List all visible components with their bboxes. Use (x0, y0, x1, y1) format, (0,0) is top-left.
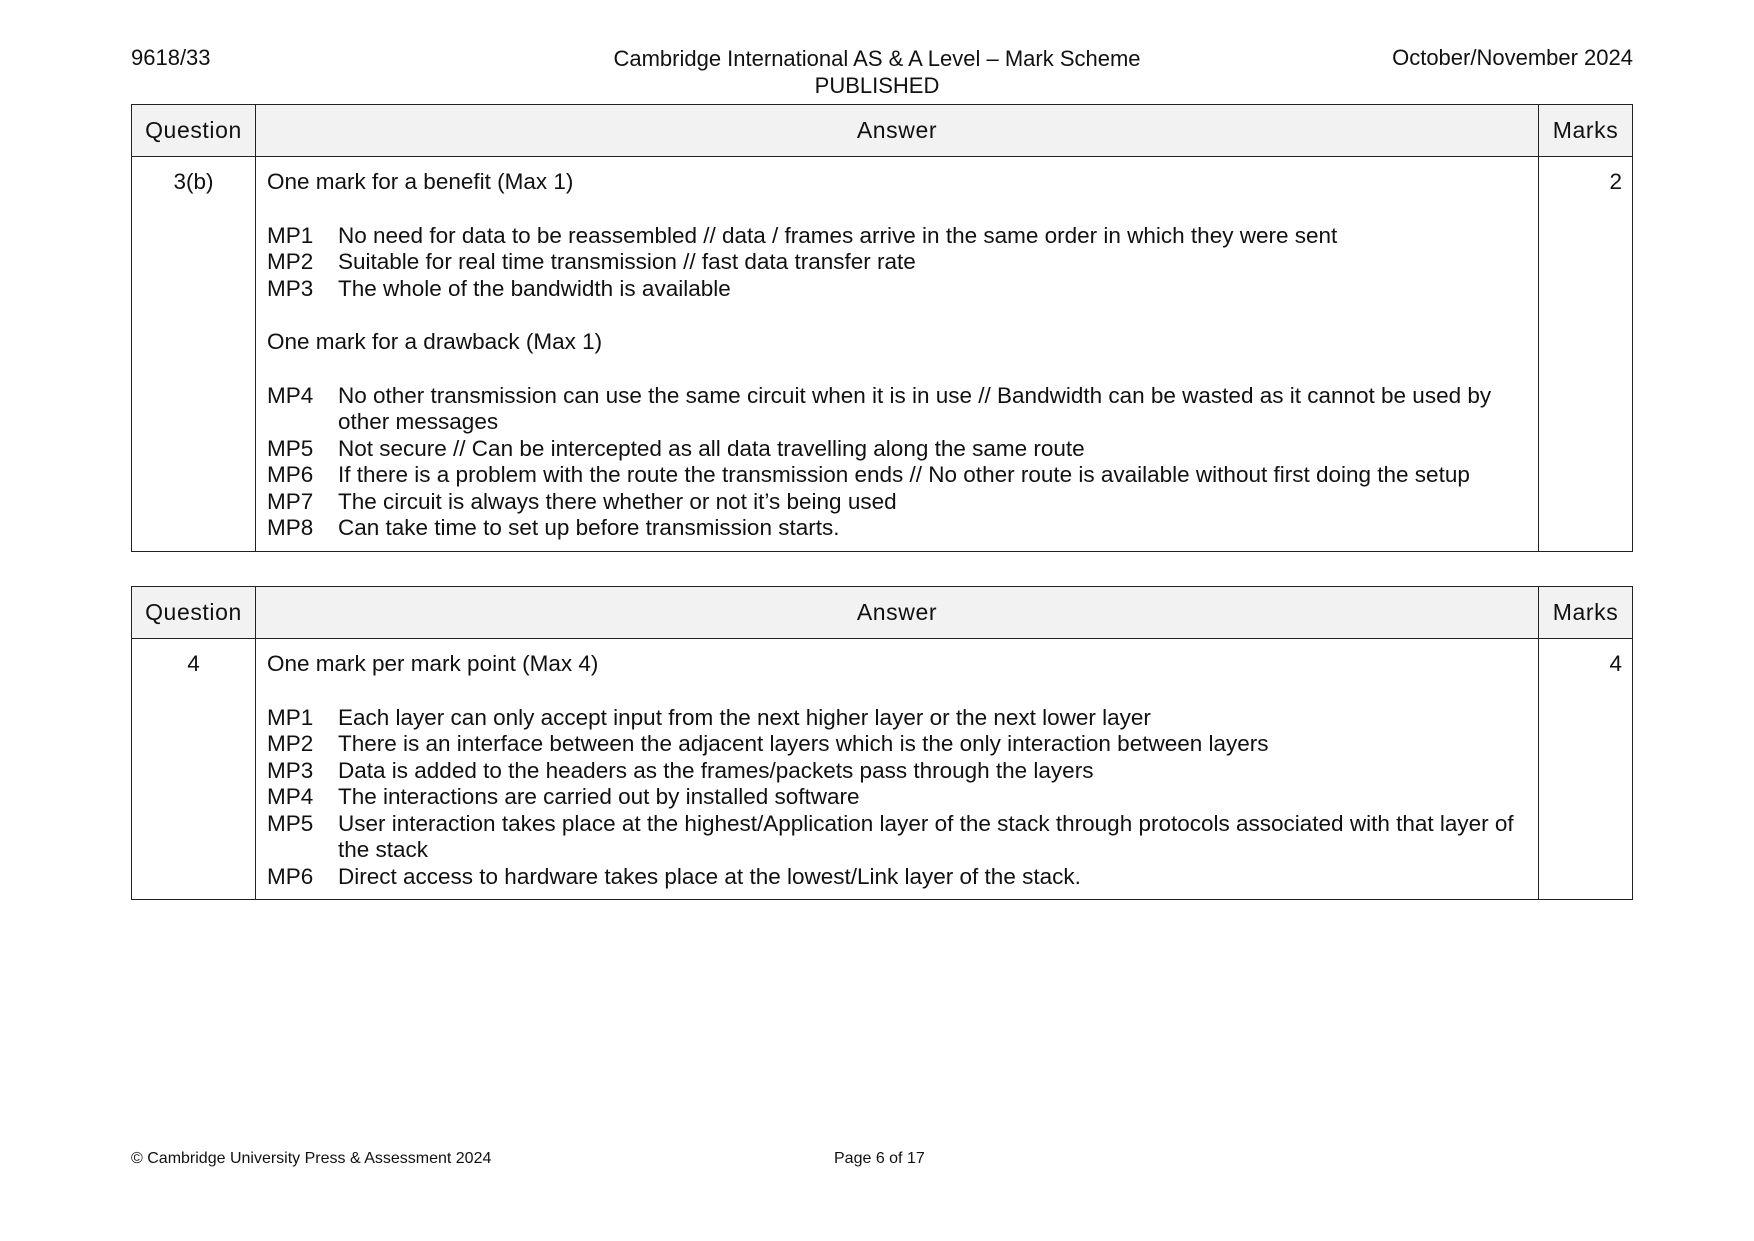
table-header-row (132, 105, 1633, 157)
benefit-instruction: One mark for a benefit (Max 1) (267, 169, 574, 194)
mark-point (267, 223, 1528, 250)
table-header-row (132, 587, 1633, 639)
mark-point-code: MP1 (267, 704, 314, 730)
mark-point-text: There is an interface between the adjacent layers which is the only interaction between layers (338, 731, 1269, 756)
drawback-instruction: One mark for a drawback (Max 1) (267, 329, 603, 354)
paper-code: 9618/33 (131, 45, 211, 70)
mark-point-text: If there is a problem with the route the transmission ends // No other route is available without first doing the setup (338, 462, 1470, 487)
exam-session: October/November 2024 (1392, 45, 1633, 70)
mark-point-code: MP5 (267, 435, 314, 461)
mark-point (267, 276, 1528, 303)
mark-point-code: MP6 (267, 863, 314, 889)
page-number: Page 6 of 17 (834, 1150, 925, 1167)
mark-point-text: The interactions are carried out by installed software (338, 784, 860, 809)
mark-point-text: Suitable for real time transmission // fast data transfer rate (338, 249, 916, 274)
mark-point (267, 249, 1528, 276)
mark-point-text: The circuit is always there whether or not it’s being used (338, 488, 897, 514)
mark-point-code: MP4 (267, 784, 314, 809)
mark-point-text: Can take time to set up before transmission starts. (338, 515, 840, 540)
table-row (132, 639, 1633, 900)
document-title-block (577, 45, 1177, 99)
mark-scheme-table-4 (131, 586, 1633, 900)
mark-point-text: Each layer can only accept input from the next higher layer or the next lower layer (338, 704, 1151, 730)
question-number: 3(b) (132, 157, 256, 552)
mark-point-code: MP3 (267, 757, 314, 783)
marks-column-header: Marks (1539, 587, 1633, 639)
mark-scheme-table-3b (131, 104, 1633, 552)
mark-point (267, 705, 1528, 732)
table-row (132, 157, 1633, 552)
marks-value: 2 (1539, 157, 1633, 552)
marks-value: 4 (1539, 639, 1633, 900)
question-column-header: Question (132, 105, 256, 157)
mark-point (267, 515, 1528, 542)
mark-point (267, 864, 1528, 891)
answer-column-header: Answer (256, 587, 1539, 639)
answer-cell (256, 157, 1539, 552)
mark-point-code: MP1 (267, 222, 314, 248)
answer-cell (256, 639, 1539, 900)
mark-point (267, 731, 1528, 758)
mark-point-code: MP5 (267, 810, 314, 836)
mark-point (267, 436, 1528, 463)
mark-point-code: MP8 (267, 515, 314, 540)
mark-point-text: No other transmission can use the same circuit when it is in use // Bandwidth can be wasted as it cannot be used by other messages (338, 382, 1492, 434)
mark-point-text: No need for data to be reassembled // data / frames arrive in the same order in which they were sent (338, 222, 1338, 248)
mark-point-text: Data is added to the headers as the frames/packets pass through the layers (338, 757, 1094, 783)
mark-point-code: MP2 (267, 731, 314, 756)
answer-column-header: Answer (256, 105, 1539, 157)
question-number: 4 (132, 639, 256, 900)
mark-point (267, 811, 1528, 864)
mark-point-code: MP6 (267, 462, 314, 487)
mark-point-code: MP2 (267, 249, 314, 274)
copyright-notice: © Cambridge University Press & Assessment 2024 (131, 1150, 492, 1167)
mark-point (267, 489, 1528, 516)
mark-point-text: Not secure // Can be intercepted as all data travelling along the same route (338, 435, 1085, 461)
document-title: Cambridge International AS & A Level – Mark Scheme (613, 46, 1141, 71)
mark-instruction: One mark per mark point (Max 4) (267, 651, 599, 676)
marks-column-header: Marks (1539, 105, 1633, 157)
mark-point (267, 383, 1528, 436)
mark-point-text: User interaction takes place at the highest/Application layer of the stack through protocols associated with that layer of the stack (338, 810, 1514, 862)
question-column-header: Question (132, 587, 256, 639)
mark-point-code: MP3 (267, 275, 314, 301)
mark-point-code: MP4 (267, 382, 314, 408)
mark-point-code: MP7 (267, 488, 314, 514)
mark-point (267, 758, 1528, 785)
mark-point (267, 784, 1528, 811)
mark-point (267, 462, 1528, 489)
mark-point-text: Direct access to hardware takes place at the lowest/Link layer of the stack. (338, 863, 1081, 889)
mark-point-text: The whole of the bandwidth is available (338, 275, 731, 301)
document-subtitle: PUBLISHED (814, 73, 940, 98)
